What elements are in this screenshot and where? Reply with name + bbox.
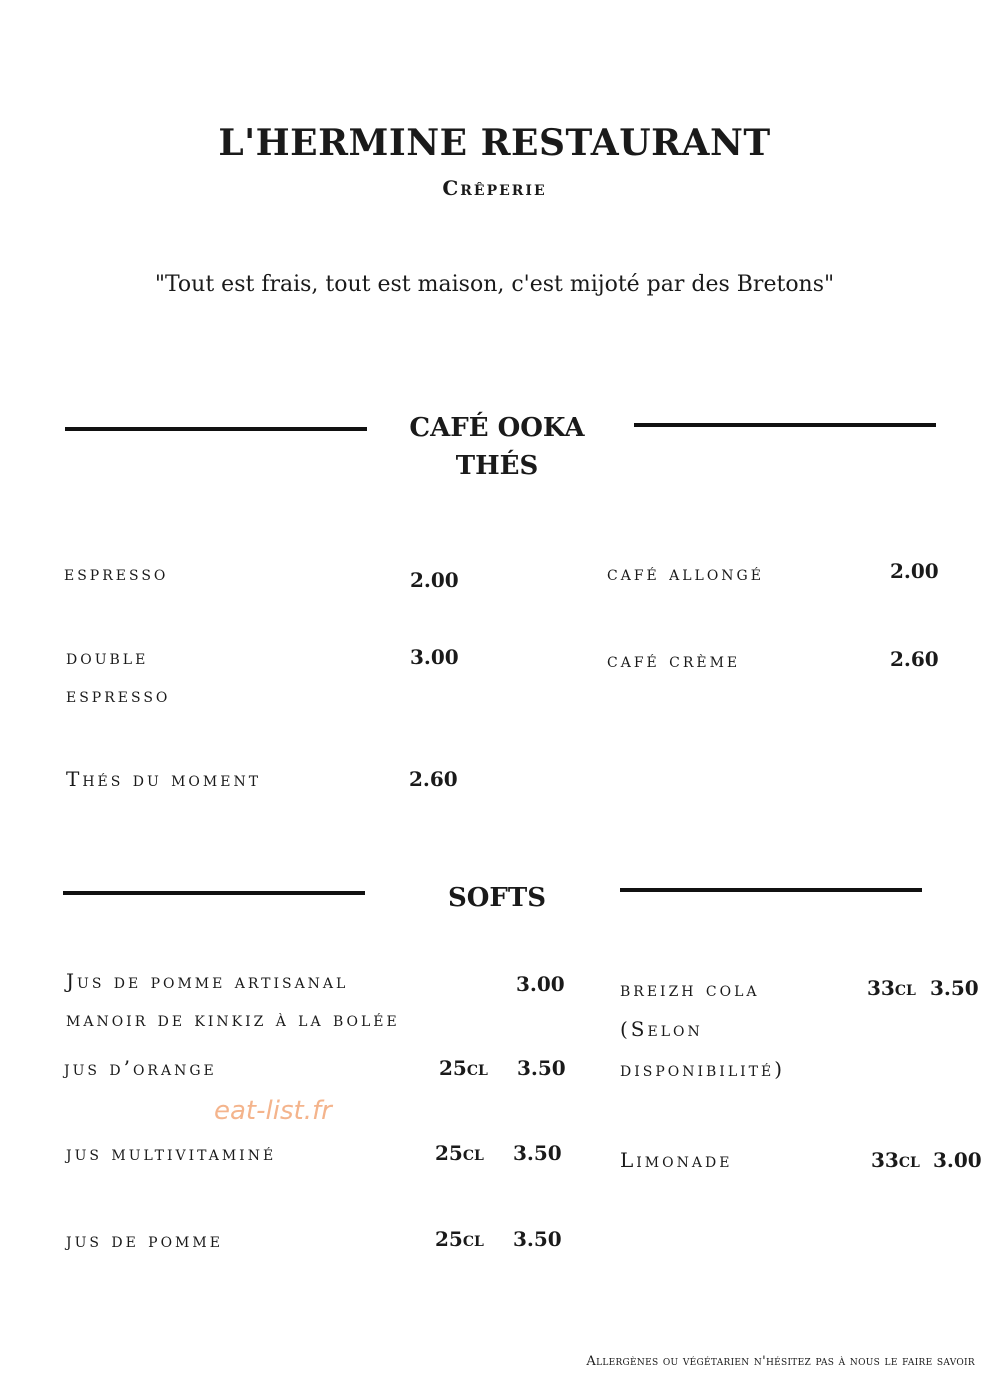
softs-divider-right (620, 888, 922, 892)
price-breizh-cola: 3.50 (930, 976, 979, 1000)
menu-item-thes-du-moment: Thés du moment (66, 767, 262, 791)
section-title-cafe-line1: CAFÉ OOKA (409, 413, 585, 443)
menu-item-limonade: Limonade (620, 1148, 733, 1172)
menu-item-breizh-cola-line1: breizh cola (620, 977, 760, 1001)
volume-jus-multivitamine: 25cl (435, 1141, 484, 1165)
menu-item-breizh-cola (620, 969, 785, 1089)
menu-item-jus-pomme-artisanal-line1: Jus de pomme artisanal (66, 969, 349, 993)
price-espresso: 2.00 (410, 568, 459, 592)
volume-jus-orange: 25cl (439, 1056, 488, 1080)
menu-item-jus-pomme-artisanal-line2: manoir de kinkiz à la bolée (66, 1007, 400, 1031)
menu-item-breizh-cola-line3: disponibilité) (620, 1057, 786, 1081)
price-cafe-creme: 2.60 (890, 647, 939, 671)
price-limonade: 3.00 (933, 1148, 982, 1172)
price-double-espresso: 3.00 (410, 645, 459, 669)
price-jus-de-pomme: 3.50 (513, 1227, 562, 1251)
menu-item-breizh-cola-line2: (Selon (620, 1017, 703, 1041)
menu-item-jus-orange: jus d’orange (64, 1056, 217, 1080)
price-thes-du-moment: 2.60 (409, 767, 458, 791)
restaurant-title: L'HERMINE RESTAURANT (218, 122, 771, 164)
menu-item-double-espresso-line2: espresso (66, 683, 171, 707)
restaurant-quote: "Tout est frais, tout est maison, c'est mijoté par des Bretons" (154, 272, 835, 297)
restaurant-subtitle: Crêperie (442, 176, 547, 200)
menu-item-double-espresso (66, 638, 170, 714)
section-title-cafe (367, 409, 627, 485)
softs-divider-left (63, 891, 365, 895)
volume-jus-de-pomme: 25cl (435, 1227, 484, 1251)
menu-item-cafe-creme: café crème (607, 648, 741, 672)
watermark: eat-list.fr (214, 1096, 332, 1126)
menu-item-espresso: espresso (64, 561, 169, 585)
section-divider-left (65, 427, 367, 431)
menu-item-jus-de-pomme: jus de pomme (66, 1228, 223, 1252)
section-divider-right (634, 423, 936, 427)
menu-item-jus-pomme-artisanal (66, 962, 400, 1038)
volume-limonade: 33cl (871, 1148, 920, 1172)
volume-breizh-cola: 33cl (867, 976, 916, 1000)
allergen-note: Allergènes ou végétarien n'hésitez pas à nous le faire savoir (586, 1354, 975, 1369)
price-jus-multivitamine: 3.50 (513, 1141, 562, 1165)
price-cafe-allonge: 2.00 (890, 559, 939, 583)
menu-item-cafe-allonge: café allongé (607, 561, 764, 585)
section-title-softs: SOFTS (447, 883, 546, 913)
section-title-cafe-line2: THÉS (455, 451, 539, 481)
price-jus-pomme-artisanal: 3.00 (516, 972, 565, 996)
menu-item-jus-multivitamine: jus multivitaminé (66, 1141, 277, 1165)
menu-item-double-espresso-line1: double (66, 645, 149, 669)
price-jus-orange: 3.50 (517, 1056, 566, 1080)
